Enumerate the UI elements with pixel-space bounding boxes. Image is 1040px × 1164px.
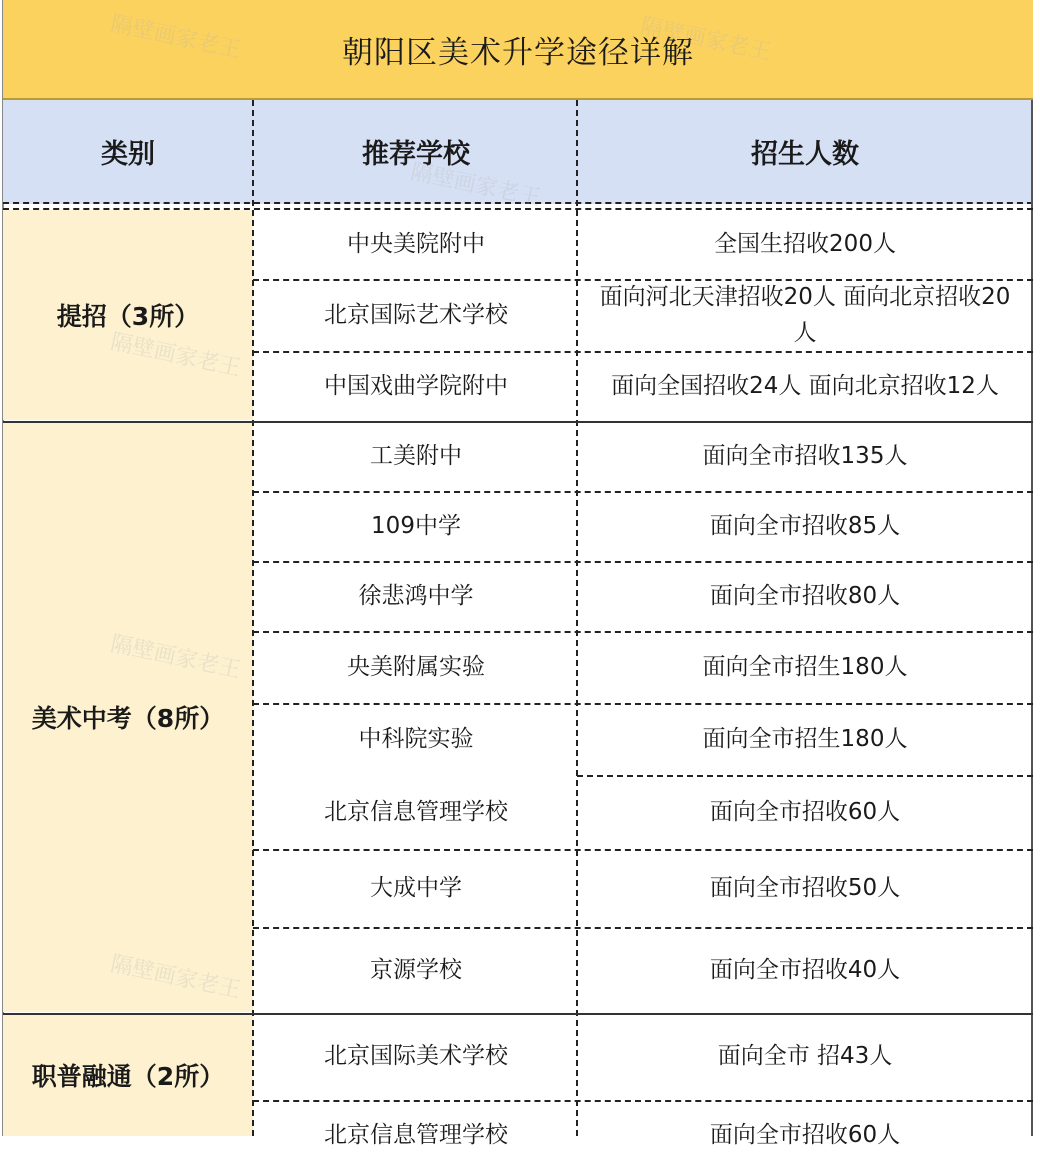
header-school: 推荐学校 (362, 138, 470, 170)
watermark: 隔壁画家老王 (108, 11, 243, 64)
grid-line (3, 208, 1033, 210)
count-cell: 面向全市招生180人 (702, 726, 908, 753)
count-cell: 面向全市招收80人 (709, 583, 901, 610)
school-cell: 徐悲鸿中学 (358, 583, 474, 610)
school-cell: 北京国际美术学校 (324, 1043, 508, 1070)
watermark: 隔壁画家老王 (408, 159, 543, 212)
count-cell: 面向全市招生180人 (702, 654, 908, 681)
watermark: 隔壁画家老王 (108, 951, 243, 1004)
school-cell: 109中学 (371, 513, 461, 540)
grid-line (3, 421, 1033, 423)
count-cell: 面向全市招收40人 (709, 957, 901, 984)
grid-line (252, 100, 254, 1136)
school-cell: 北京信息管理学校 (324, 799, 508, 826)
grid-line (253, 927, 1033, 929)
school-cell: 中国戏曲学院附中 (324, 373, 508, 400)
grid-line (253, 1100, 1033, 1102)
category-cell-meishu-zhongkao: 美术中考（8所） (3, 422, 253, 1012)
school-cell: 中央美院附中 (347, 231, 485, 258)
page-title: 朝阳区美术升学途径详解 (3, 0, 1033, 100)
grid-line (253, 279, 1033, 281)
category-cell-tizhao: 提招（3所） (3, 210, 253, 420)
school-cell: 央美附属实验 (347, 654, 485, 681)
grid-line (253, 351, 1033, 353)
school-cell: 工美附中 (370, 443, 462, 470)
count-cell: 面向全市招收60人 (709, 799, 901, 826)
grid-line (576, 100, 578, 1136)
school-cell: 大成中学 (370, 875, 462, 902)
grid-line (3, 1013, 1033, 1015)
header-category: 类别 (101, 138, 155, 170)
header-row (3, 100, 1033, 204)
grid-line (577, 775, 1033, 777)
count-cell: 面向全国招收24人 面向北京招收12人 (611, 373, 999, 400)
count-cell: 面向全市招收50人 (709, 875, 901, 902)
count-cell: 面向全市招收135人 (702, 443, 908, 470)
count-cell: 面向全市 招43人 (717, 1043, 893, 1070)
school-cell: 北京信息管理学校 (324, 1122, 508, 1148)
count-cell: 面向河北天津招收20人 面向北京招收20人 (599, 284, 1011, 346)
grid-line (253, 561, 1033, 563)
category-cell-zhipu-rongtong: 职普融通（2所） (3, 1014, 253, 1136)
school-cell: 京源学校 (370, 957, 462, 984)
school-cell: 北京国际艺术学校 (324, 302, 508, 329)
count-cell: 全国生招收200人 (714, 231, 896, 258)
watermark: 隔壁画家老王 (638, 13, 773, 66)
watermark: 隔壁画家老王 (108, 631, 243, 684)
header-count: 招生人数 (751, 138, 859, 170)
watermark: 隔壁画家老王 (108, 329, 243, 382)
count-cell: 面向全市招收60人 (709, 1122, 901, 1148)
right-border (1031, 100, 1033, 1136)
grid-line (253, 631, 1033, 633)
school-cell: 中科院实验 (358, 726, 474, 753)
count-cell: 面向全市招收85人 (709, 513, 901, 540)
grid-line (253, 703, 1033, 705)
grid-line (253, 849, 1033, 851)
grid-line (253, 491, 1033, 493)
